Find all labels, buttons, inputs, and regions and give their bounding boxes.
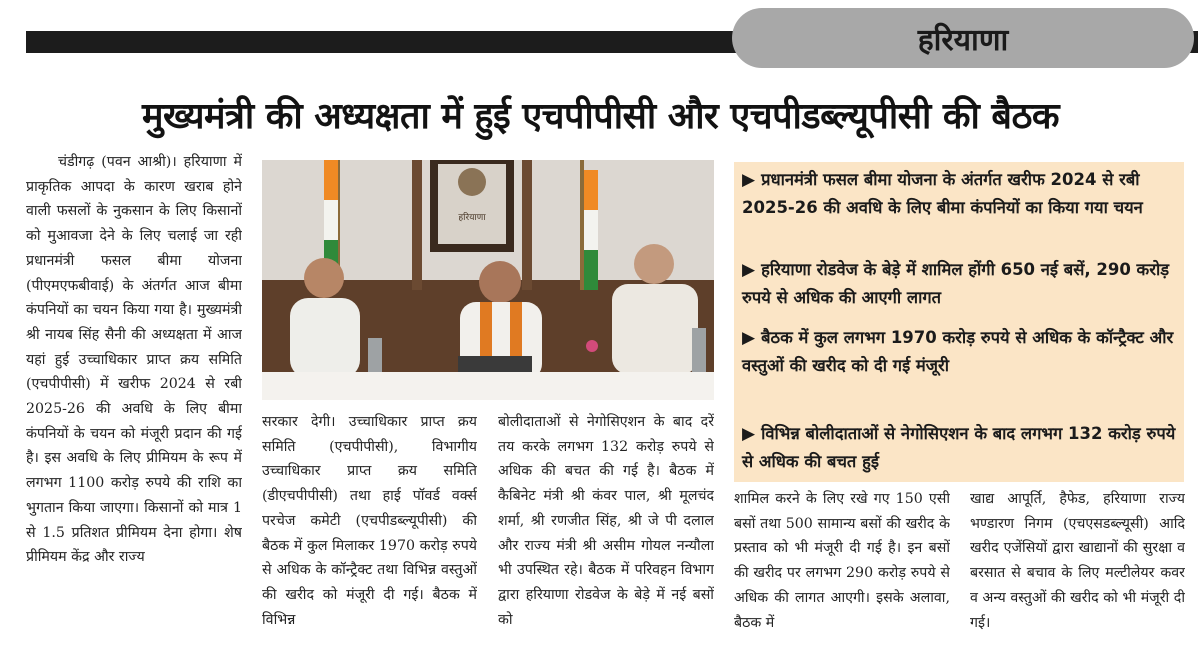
highlight-text: हरियाणा रोडवेज के बेड़े में शामिल होंगी 650 नई बसें, 290 करोड़ रुपये से अधिक की आएगी लागत <box>742 260 1170 307</box>
emblem-caption: हरियाणा <box>458 213 486 223</box>
highlight-text: विभिन्न बोलीदाताओं से नेगोसिएशन के बाद लगभग 132 करोड़ रुपये से अधिक की बचत हुई <box>742 424 1176 471</box>
arrow-icon: ▶ <box>742 328 756 348</box>
section-label: हरियाणा <box>732 8 1194 68</box>
highlight-item <box>742 256 1178 312</box>
highlight-text: बैठक में कुल लगभग 1970 करोड़ रुपये से अधिक के कॉन्ट्रैक्ट और वस्तुओं की खरीद को दी गई मंजूरी <box>742 328 1174 375</box>
article-column-1 <box>26 150 242 660</box>
headline: मुख्यमंत्री की अध्यक्षता में हुई एचपीपीसी और एचपीडब्ल्यूपीसी की बैठक <box>141 96 1060 137</box>
article-column-4 <box>734 487 950 662</box>
highlights-box <box>734 162 1184 482</box>
article-column-5 <box>970 487 1185 662</box>
highlight-text: प्रधानमंत्री फसल बीमा योजना के अंतर्गत खरीफ 2024 से रबी 2025-26 की अवधि के लिए बीमा कंपनियों का किया गया चयन <box>742 170 1143 217</box>
meeting-photo <box>262 160 714 400</box>
highlight-item <box>742 420 1178 476</box>
article-text-4: शामिल करने के लिए रखे गए 150 एसी बसों तथा 500 सामान्य बसों की खरीद के प्रस्ताव को भी मंजूरी दी गई है। इन बसों की खरीद पर लगभग 290 करोड़ रुपये से अधिक की लागत आएगी। इसके अलावा, बैठक में <box>734 491 950 631</box>
article-text-3: बोलीदाताओं से नेगोसिएशन के बाद दरें तय करके लगभग 132 करोड़ रुपये से अधिक की बचत की गई है। बैठक में कैबिनेट मंत्री श्री कंवर पाल, श्री मूलचंद शर्मा, श्री रणजीत सिंह, श्री जे पी दलाल और राज्य मंत्री श्री असीम गोयल नन्यौला भी उपस्थित रहे। बैठक में परिवहन विभाग द्वारा हरियाणा रोडवेज के बेड़े में नई बसों को <box>498 414 714 628</box>
highlight-item <box>742 324 1178 380</box>
article-text-1: चंडीगढ़ (पवन आश्री)। हरियाणा में प्राकृतिक आपदा के कारण खराब होने वाली फसलों के नुकसान के लिए किसानों को मुआवजा देने के लिए चलाई जा रही प्रधानमंत्री फसल बीमा योजना (पीएमएफबीवाई) के अंतर्गत आज बीमा कंपनियों का चयन किया गया है। मुख्यमंत्री श्री नायब सिंह सैनी की अध्यक्षता में आज यहां हुई उच्चाधिकार प्राप्त क्रय समिति (एचपीपीसी) में खरीफ 2024 से रबी 2025-26 की अवधि के लिए बीमा कंपनियों के चयन को मंजूरी प्रदान की गई है। इस अवधि के लिए प्रीमियम के रूप में लगभग 1100 करोड़ रुपये की राशि का भुगतान किया जाएगा। किसानों को मात्र 1 से 1.5 प्रतिशत प्रीमियम देना होगा। शेष प्रीमियम केंद्र और राज्य <box>26 154 242 566</box>
article-column-3 <box>498 410 714 662</box>
highlight-item <box>742 166 1178 222</box>
arrow-icon: ▶ <box>742 260 756 280</box>
article-column-2 <box>262 410 477 662</box>
arrow-icon: ▶ <box>742 170 756 190</box>
article-text-2: सरकार देगी। उच्चाधिकार प्राप्त क्रय समिति (एचपीपीसी), विभागीय उच्चाधिकार प्राप्त क्रय समिति (डीएचपीपीसी) तथा हाई पॉवर्ड वर्क्स परचेज कमेटी (एचपीडब्ल्यूपीसी) की बैठक में कुल मिलाकर 1970 करोड़ रुपये से अधिक के कॉन्ट्रैक्ट तथा विभिन्न वस्तुओं की खरीद को मंजूरी दी गई। बैठक में विभिन्न <box>262 414 477 628</box>
arrow-icon: ▶ <box>742 424 756 444</box>
article-text-5: खाद्य आपूर्ति, हैफेड, हरियाणा राज्य भण्डारण निगम (एचएसडब्ल्यूसी) आदि खरीद एजेंसियों द्वारा खाद्यानों की सुरक्षा व बरसात से बचाव के लिए मल्टीलेयर कवर व अन्य वस्तुओं की खरीद को भी मंजूरी दी गई। <box>970 491 1185 631</box>
